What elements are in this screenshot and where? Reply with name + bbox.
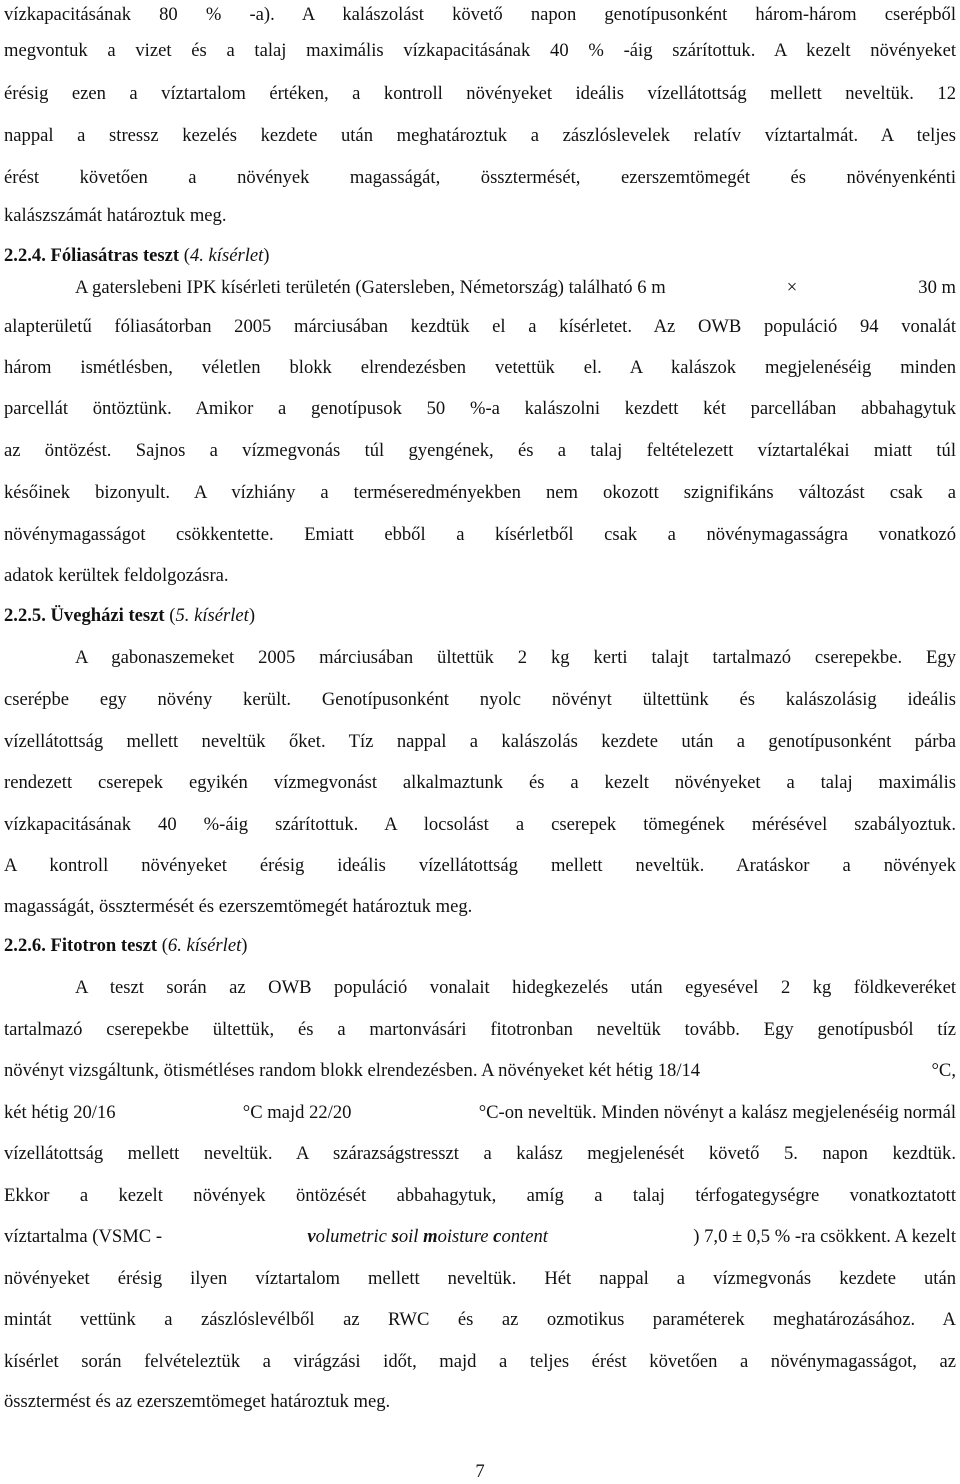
text-line: magasságát, össztermését és ezerszemtömegét határoztuk meg.	[4, 896, 473, 917]
text-line: cserépbe egy növény került. Genotípusonként nyolc növényt ültettünk és kalászolásig ideális	[4, 689, 956, 710]
text-line: későinek bizonyult. A vízhiány a terméseredményekben nem okozott szignifikáns változást csak a	[4, 482, 956, 503]
section-heading: 2.2.4. Fóliasátras teszt (4. kísérlet)	[4, 245, 270, 266]
text-line: növényeket érésig ilyen víztartalom mellett neveltük. Hét nappal a vízmegvonás kezdete után	[4, 1268, 956, 1289]
page-number: 7	[475, 1461, 485, 1482]
text-line: három ismétlésben, véletlen blokk elrendezésben vetettük el. A kalászok megjelenéséig minden	[4, 357, 956, 378]
text-line: érésig ezen a víztartalom értéken, a kontroll növényeket ideális vízellátottság mellett neveltük. 12	[4, 83, 956, 104]
text-line: adatok kerültek feldolgozásra.	[4, 565, 229, 586]
text-line: össztermést és az ezerszemtömeget határoztuk meg.	[4, 1391, 391, 1412]
text-line: nappal a stressz kezelés kezdete után meghatároztuk a zászlóslevelek relatív víztartalmát. A teljes	[4, 125, 956, 146]
text-line: alapterületű fóliasátorban 2005 márciusában kezdtük el a kísérletet. Az OWB populáció 94 vonalát	[4, 316, 956, 337]
text-line: vízkapacitásának 80 % -a). A kalászolást követő napon genotípusonként három-három cserépből	[4, 4, 956, 25]
text-line: vízellátottság mellett neveltük. A szárazságstresszt a kalász megjelenését követő 5. napon kezdtük.	[4, 1143, 956, 1164]
text-line: Ekkor a kezelt növények öntözését abbahagytuk, amíg a talaj térfogategységre vonatkoztatott	[4, 1185, 956, 1206]
text-line: rendezett cserepek egyikén vízmegvonást alkalmaztunk és a kezelt növényeket a talaj maximális	[4, 772, 956, 793]
text-line: az öntözést. Sajnos a vízmegvonás túl gyengének, és a talaj feltételezett víztartalékai miatt túl	[4, 440, 956, 461]
text-line: A kontroll növényeket érésig ideális vízellátottság mellett neveltük. Aratáskor a növények	[4, 855, 956, 876]
text-line: vízkapacitásának 40 %-áig szárítottuk. A locsolást a cserepek tömegének mérésével szabályoztuk.	[4, 814, 956, 835]
text-line: parcellát öntöztünk. Amikor a genotípusok 50 %-a kalászolni kezdett két parcellában abbahagytuk	[4, 398, 956, 419]
text-line: tartalmazó cserepekbe ültettük, és a martonvásári fitotronban neveltük tovább. Egy genotípusból tíz	[4, 1019, 956, 1040]
text-line: két hétig 20/16 °C majd 22/20 °C-on neveltük. Minden növényt a kalász megjelenéséig normál	[4, 1102, 956, 1123]
text-line: mintát vettünk a zászlóslevélből az RWC és az ozmotikus paraméterek meghatározásához. A	[4, 1309, 956, 1330]
text-line: A gabonaszemeket 2005 márciusában ültettük 2 kg kerti talajt tartalmazó cserepekbe. Egy	[75, 647, 956, 668]
text-line: növénymagasságot csökkentette. Emiatt ebből a kísérletből csak a növénymagasságra vonatkozó	[4, 524, 956, 545]
text-line: kísérlet során felvételeztük a virágzási időt, majd a teljes érést követően a növénymagasságot, az	[4, 1351, 956, 1372]
section-heading: 2.2.6. Fitotron teszt (6. kísérlet)	[4, 935, 248, 956]
text-line: érést követően a növények magasságát, össztermését, ezerszemtömegét és növényenkénti	[4, 167, 956, 188]
text-line: növényt vizsgáltunk, ötismétléses random blokk elrendezésben. A növényeket két hétig 18/14 °C,	[4, 1060, 956, 1081]
section-heading: 2.2.5. Üvegházi teszt (5. kísérlet)	[4, 605, 256, 626]
text-line: kalászszámát határoztuk meg.	[4, 205, 227, 226]
text-line: A teszt során az OWB populáció vonalait hidegkezelés után egyesével 2 kg földkeveréket	[75, 977, 956, 998]
text-line: megvontuk a vizet és a talaj maximális vízkapacitásának 40 % -áig szárítottuk. A kezelt növényeket	[4, 40, 956, 61]
text-line: víztartalma (VSMC - volumetric soil moisture content ) 7,0 ± 0,5 % -ra csökkent. A kezelt	[4, 1226, 956, 1247]
text-line: A gaterslebeni IPK kísérleti területén (Gatersleben, Németország) található 6 m × 30 m	[75, 277, 956, 298]
text-line: vízellátottság mellett neveltük őket. Tíz nappal a kalászolás kezdete után a genotípusonként párba	[4, 731, 956, 752]
